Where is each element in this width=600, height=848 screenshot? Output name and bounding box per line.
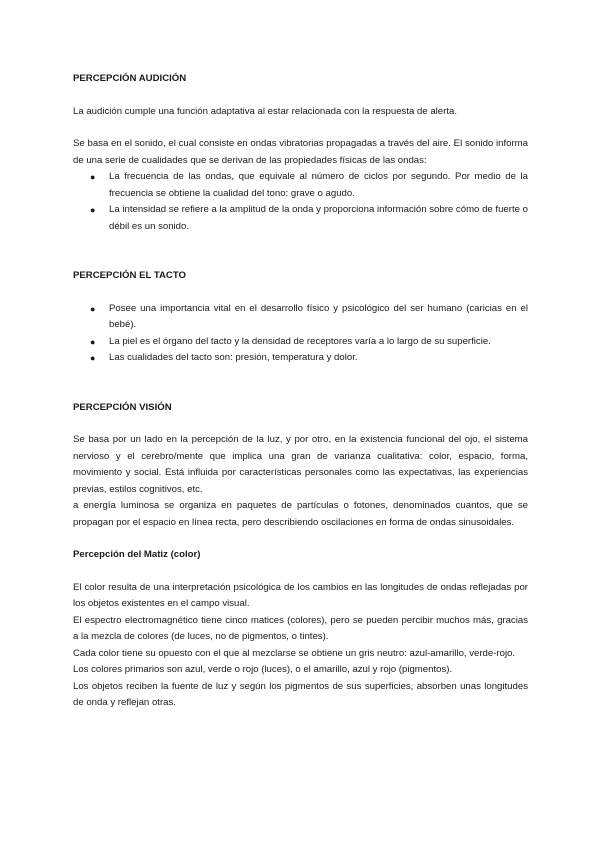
document-content xyxy=(73,71,528,712)
paragraph-matiz-2: El espectro electromagnético tiene cinco matices (colores), pero se pueden percibir muchos más, gracias a la mezcla de colores (de luces, no de pigmentos, o tintes). xyxy=(73,614,528,642)
bullet-icon: ● xyxy=(90,303,96,314)
paragraph-matiz-4: Los colores primarios son azul, verde o rojo (luces), o el amarillo, azul y rojo (pigmentos). xyxy=(73,664,453,675)
list-item-text: La piel es el órgano del tacto y la densidad de receptores varía a lo largo de su superficie. xyxy=(109,335,491,347)
paragraph-matiz-3: Cada color tiene su opuesto con el que al mezclarse se obtiene un gris neutro: azul-amarillo, verde-rojo. xyxy=(73,647,516,659)
list-audicion xyxy=(73,169,528,235)
paragraph-matiz-1: El color resulta de una interpretación psicológica de los cambios en las longitudes de ondas reflejadas por los objetos existentes en el campo visual. xyxy=(73,581,528,609)
bullet-icon: ● xyxy=(90,172,96,182)
paragraph-vision-2: a energía luminosa se organiza en paquetes de partículas o fotones, denominados cuantos, que se propagan por el espacio en línea recta, pero describiendo oscilaciones en forma de ondas sinusoidales. xyxy=(73,500,528,528)
list-item-text: La frecuencia de las ondas, que equivale al número de ciclos por segundo. Por medio de la frecuencia se obtiene la cualidad del tono: grave o agudo. xyxy=(109,171,528,199)
list-item xyxy=(73,202,528,235)
section-title-tacto: PERCEPCIÓN EL TACTO xyxy=(73,270,187,281)
list-tacto xyxy=(73,301,528,367)
section-title-audicion: PERCEPCIÓN AUDICIÓN xyxy=(73,73,187,84)
list-item xyxy=(73,334,528,351)
list-item xyxy=(73,301,528,334)
list-item-text: Posee una importancia vital en el desarrollo físico y psicológico del ser humano (caricias en el bebé). xyxy=(109,302,528,330)
list-item-text: La intensidad se refiere a la amplitud de la onda y proporciona información sobre cómo de fuerte o débil es un sonido. xyxy=(109,204,528,232)
paragraph-audicion-2: Se basa en el sonido, el cual consiste en ondas vibratorias propagadas a través del aire. El sonido informa de una serie de cualidades que se derivan de las propiedades físicas de las ondas: xyxy=(73,138,528,166)
paragraph-audicion-1: La audición cumple una función adaptativa al estar relacionada con la respuesta de alerta. xyxy=(73,105,458,117)
bullet-icon: ● xyxy=(90,205,96,215)
section-title-vision: PERCEPCIÓN VISIÓN xyxy=(73,401,172,413)
paragraph-vision-1: Se basa por un lado en la percepción de la luz, y por otro, en la existencia funcional del ojo, el sistema nervioso y el cerebro/mente que implica una gran de varianza cualitativa: color, espacio, forma, movimiento y social. Está influida por características personales como las expectativas, las experiencias previas, estilos cognitivos, etc. xyxy=(73,434,528,495)
subsection-title-matiz: Percepción del Matiz (color) xyxy=(73,549,201,560)
list-item xyxy=(73,350,528,367)
paragraph-matiz-5: Los objetos reciben la fuente de luz y según los pigmentos de sus superficies, absorben unas longitudes de onda y reflejan otras. xyxy=(73,680,528,708)
list-item-text: Las cualidades del tacto son: presión, temperatura y dolor. xyxy=(109,352,358,363)
list-item xyxy=(73,169,528,202)
bullet-icon: ● xyxy=(90,336,96,347)
bullet-icon: ● xyxy=(90,353,96,363)
